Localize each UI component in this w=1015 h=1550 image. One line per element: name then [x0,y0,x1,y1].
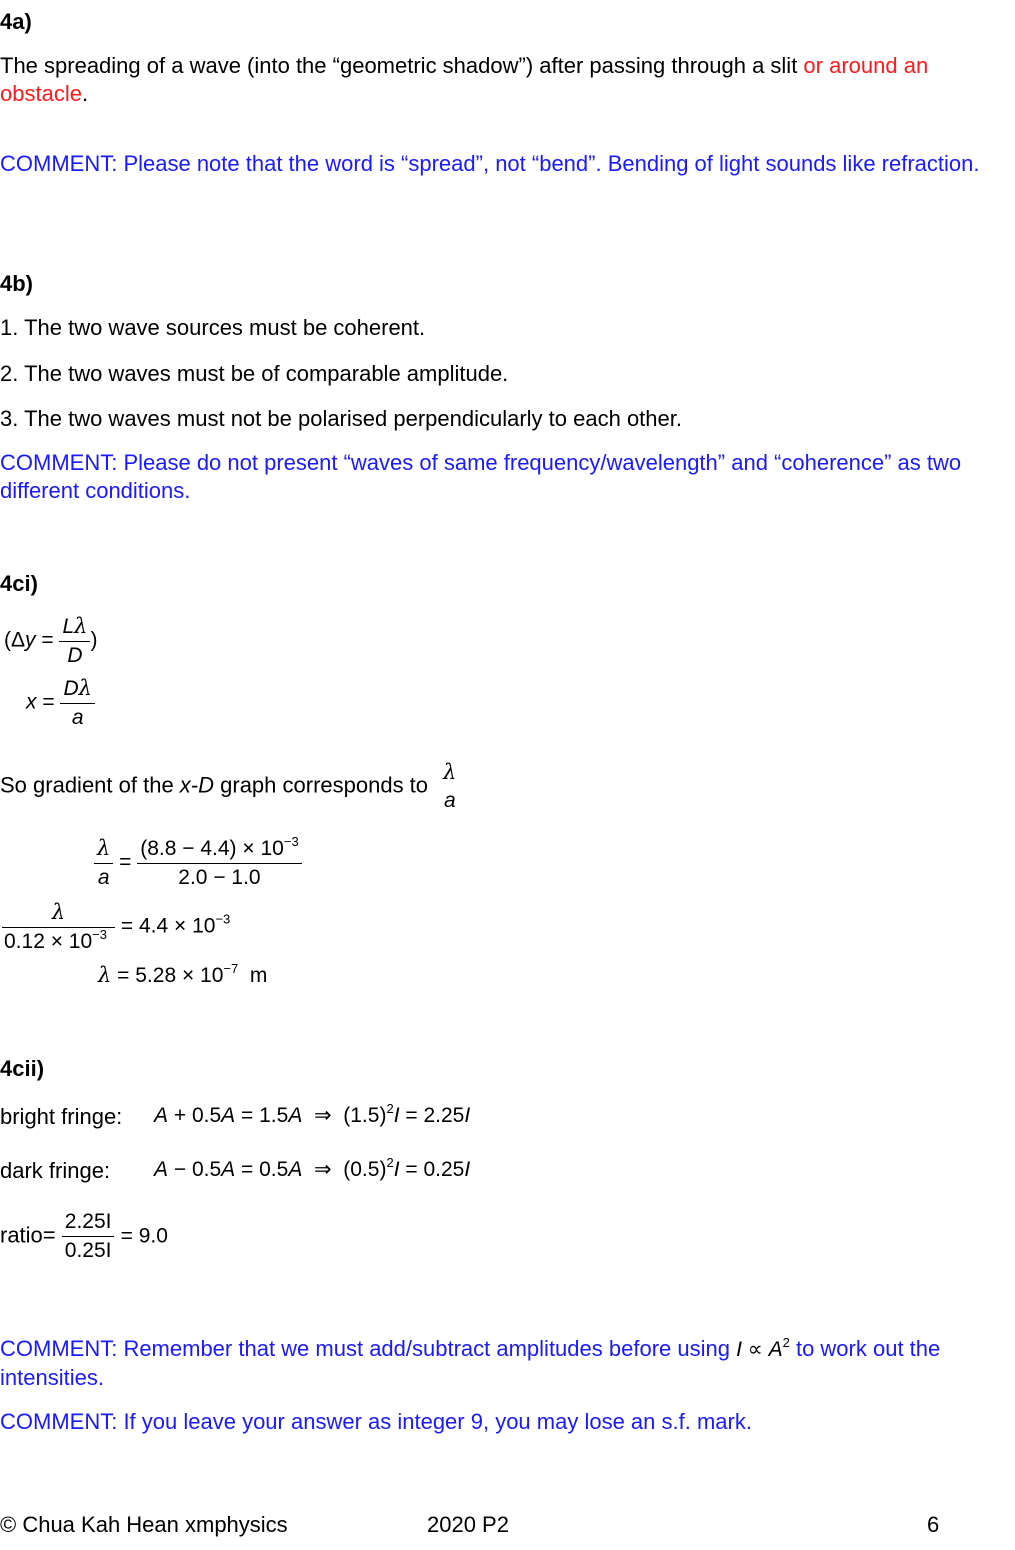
dark-fringe-label: dark fringe: [0,1158,111,1183]
footer-copyright: © Chua Kah Hean xmphysics [0,1512,288,1537]
ratio-equation: ratio= $\frac{2.25I}{0.25I}$ = 9.0 [0,1210,168,1262]
comment-4cii-1: COMMENT: Remember that we must add/subtract amplitudes before using $I \propto A^2$ to work out the intensities. [0,1335,941,1390]
fringe-equation-x: x = $\frac{D\lambda}{a}$ [26,674,95,732]
bright-fringe-equation: A + 0.5A = 1.5A ⇒ $(1.5)^2I = 2.25I$ [154,1101,471,1127]
heading-4a: 4a) [0,9,32,34]
dark-fringe-equation: A − 0.5A = 0.5A ⇒ $(0.5)^2I = 0.25I$ [154,1155,471,1181]
gradient-calculation: $\frac{\lambda}{a}$ = $\frac{(8.8 - 4.4) \times 10^{-3}}{2.0 - 1.0}$ [94,834,302,892]
fringe-equation-general: (Δy = $\frac{L\lambda}{D}$ ) [4,614,98,667]
gradient-statement: So gradient of the x-D graph corresponds to λ a [0,760,457,812]
heading-4cii: 4cii) [0,1056,45,1081]
comment-4cii-2: COMMENT: If you leave your answer as integer 9, you may lose an s.f. mark. [0,1409,752,1434]
condition-1: 1. The two wave sources must be coherent. [0,315,426,340]
bright-fringe-label: bright fringe: [0,1104,123,1129]
footer-paper: 2020 P2 [427,1512,509,1537]
comment-4b: COMMENT: Please do not present “waves of same frequency/wavelength” and “coherence” as two different conditions. [0,450,962,503]
footer-page-number: 6 [927,1512,940,1537]
wavelength-result: $\lambda = 5.28 \times 10^{-7}$ m [98,961,268,987]
condition-3: 3. The two waves must not be polarised perpendicularly to each other. [0,406,682,431]
answer-4a: The spreading of a wave (into the “geometric shadow”) after passing through a slit or around an obstacle. [0,53,929,106]
slit-width-equation: $\frac{\lambda}{0.12 \times 10^{-3}}$ = $4.4 \times 10^{-3}$ [4,900,231,953]
condition-2: 2. The two waves must be of comparable amplitude. [0,361,509,386]
comment-4a: COMMENT: Please note that the word is “spread”, not “bend”. Bending of light sounds like refraction. [0,151,980,176]
heading-4b: 4b) [0,271,33,296]
heading-4ci: 4ci) [0,571,38,596]
